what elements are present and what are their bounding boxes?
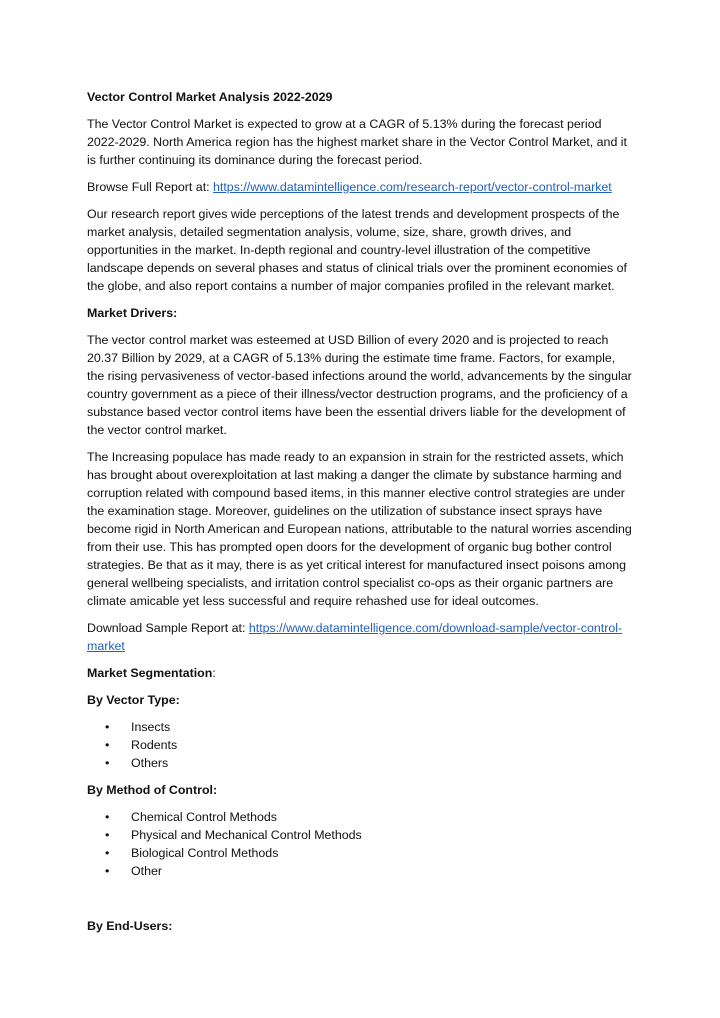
document-body <box>87 88 635 944</box>
list-item-text: Chemical Control Methods <box>131 810 277 824</box>
list-item-text: Insects <box>131 720 171 734</box>
market-segmentation-colon: : <box>212 666 216 680</box>
list-item <box>87 754 635 772</box>
market-segmentation-heading <box>87 664 635 682</box>
intro-paragraph: The Vector Control Market is expected to grow at a CAGR of 5.13% during the forecast period 2022-2029. North America region has the highest market share in the Vector Control Market, and it is further continuing its dominance during the forecast period. <box>87 117 627 167</box>
list-item <box>87 826 635 844</box>
market-segmentation-label: Market Segmentation <box>87 666 213 680</box>
list-item <box>87 808 635 826</box>
list-item-text: Biological Control Methods <box>131 846 279 860</box>
list-item <box>87 844 635 862</box>
method-of-control-list <box>87 808 635 880</box>
drivers-paragraph-2: The Increasing populace has made ready to an expansion in strain for the restricted assets, which has brought about overexploitation at last making a danger the climate by substance harming and corruption related with compound based items, in this manner elective control strategies are under the examination stage. Moreover, guidelines on the utilization of substance insect sprays have become rigid in North American and European nations, attributable to the natural worries ascending from their use. This has prompted open doors for the development of organic bug bother control strategies. Be that as it may, there is as yet critical interest for manufactured insect poisons among general wellbeing specialists, and irritation control specialist co-ops as their organic partners are climate amicable yet less successful and require rehashed use for ideal outcomes. <box>87 450 632 608</box>
list-item-text: Physical and Mechanical Control Methods <box>131 828 362 842</box>
bullet-icon: • <box>105 720 110 734</box>
list-item <box>87 862 635 880</box>
vector-type-list <box>87 718 635 772</box>
download-sample-line <box>87 619 635 655</box>
end-users-heading: By End-Users: <box>87 919 173 933</box>
list-item-text: Others <box>131 756 169 770</box>
download-sample-label: Download Sample Report at: <box>87 621 249 635</box>
method-of-control-heading: By Method of Control: <box>87 783 218 797</box>
list-item <box>87 736 635 754</box>
bullet-icon: • <box>105 864 110 878</box>
bullet-icon: • <box>105 846 110 860</box>
browse-report-line <box>87 178 635 196</box>
list-item-text: Other <box>131 864 162 878</box>
bullet-icon: • <box>105 756 110 770</box>
document-title: Vector Control Market Analysis 2022-2029 <box>87 90 333 104</box>
list-item-text: Rodents <box>131 738 178 752</box>
bullet-icon: • <box>105 810 110 824</box>
bullet-icon: • <box>105 828 110 842</box>
list-item <box>87 718 635 736</box>
download-sample-link[interactable]: https://www.datamintelligence.com/download-sample/vector-control-market <box>87 621 623 653</box>
browse-report-label: Browse Full Report at: <box>87 180 214 194</box>
vector-type-heading: By Vector Type: <box>87 693 180 707</box>
section-spacer <box>87 889 635 917</box>
browse-report-link[interactable]: https://www.datamintelligence.com/research-report/vector-control-market <box>213 180 612 194</box>
bullet-icon: • <box>105 738 110 752</box>
drivers-paragraph-1: The vector control market was esteemed at USD Billion of every 2020 and is projected to reach 20.37 Billion by 2029, at a CAGR of 5.13% during the estimate time frame. Factors, for example, the rising pervasiveness of vector-based infections around the world, advancements by the singular country government as a piece of their illness/vector destruction programs, and the proficiency of a substance based vector control items have been the essential drivers liable for the development of the vector control market. <box>87 333 632 437</box>
research-paragraph: Our research report gives wide perceptions of the latest trends and development prospects of the market analysis, detailed segmentation analysis, volume, size, share, growth drives, and opportunities in the market. In-depth regional and country-level illustration of the competitive landscape depends on several phases and status of clinical trials over the prominent economies of the globe, and also report contains a number of major companies profiled in the relevant market. <box>87 207 627 293</box>
market-drivers-heading: Market Drivers: <box>87 306 178 320</box>
